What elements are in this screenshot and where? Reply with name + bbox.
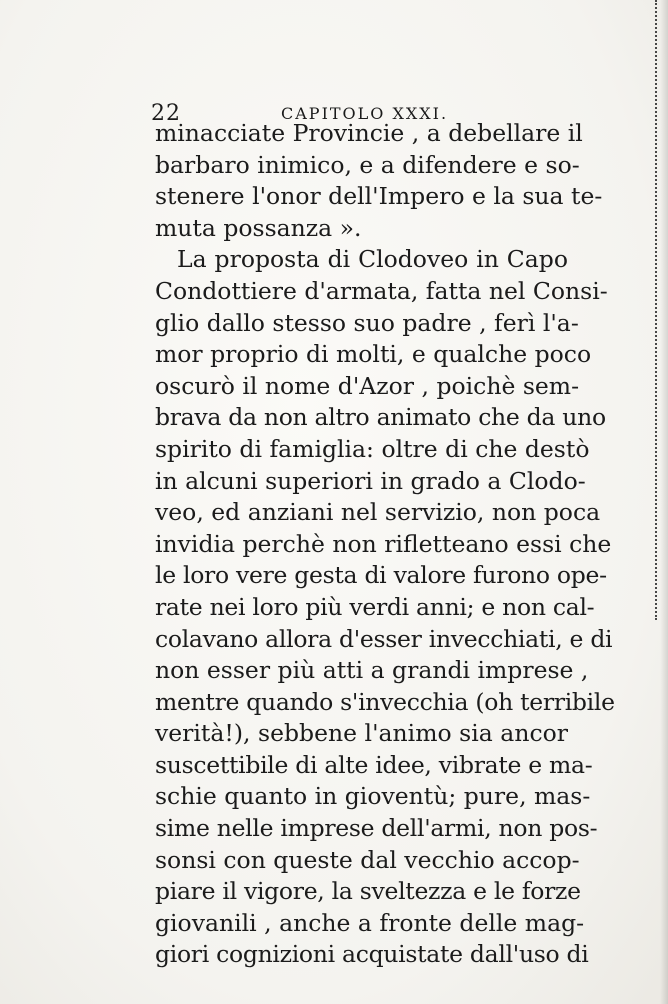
page-edge-gradient xyxy=(660,0,668,1004)
text-line: sonsi con queste dal vecchio accop- xyxy=(155,845,580,874)
text-line: colavano allora d'esser invecchiati, e di xyxy=(155,624,613,653)
text-line: invidia perchè non rifletteano essi che xyxy=(155,529,612,558)
text-line: oscurò il nome d'Azor , poichè sem- xyxy=(155,371,580,400)
text-line: le loro vere gesta di valore furono ope- xyxy=(155,561,607,590)
text-line: suscettibile di alte idee, vibrate e ma- xyxy=(155,750,593,779)
text-line: mor proprio di molti, e qualche poco xyxy=(155,340,592,369)
text-line: minacciate Provincie , a debellare il xyxy=(155,119,583,147)
body-text xyxy=(155,118,615,971)
text-line: giovanili , anche a fronte delle mag- xyxy=(155,908,585,937)
text-line: mentre quando s'invecchia (oh terribile xyxy=(155,687,615,716)
text-line: rate nei loro più verdi anni; e non cal- xyxy=(155,592,595,621)
text-line: schie quanto in gioventù; pure, mas- xyxy=(155,782,591,811)
text-line: veo, ed anziani nel servizio, non poca xyxy=(155,498,601,527)
text-line: glio dallo stesso suo padre , ferì l'a- xyxy=(155,308,579,337)
text-line: muta possanza ». xyxy=(155,213,362,242)
text-line: sime nelle imprese dell'armi, non pos- xyxy=(155,814,598,843)
text-line: non esser più atti a grandi imprese , xyxy=(155,656,589,685)
chapter-title: CAPITOLO XXXI. xyxy=(281,104,449,123)
text-line: stenere l'onor dell'Impero e la sua te- xyxy=(155,182,603,211)
text-line: Condottiere d'armata, fatta nel Consi- xyxy=(155,276,608,305)
text-line: giori cognizioni acquistate dall'uso di xyxy=(155,940,589,969)
text-line: piare il vigore, la sveltezza e le forze xyxy=(155,877,581,906)
text-line: brava da non altro animato che da uno xyxy=(155,403,606,432)
text-line: barbaro inimico, e a difendere e so- xyxy=(155,150,580,179)
page-number: 22 xyxy=(151,101,181,126)
text-line: verità!), sebbene l'animo sia ancor xyxy=(155,719,568,748)
text-line: in alcuni superiori in grado a Clodo- xyxy=(155,466,586,495)
text-line: spirito di famiglia: oltre di che destò xyxy=(155,434,590,463)
paragraph-start-line: La proposta di Clodoveo in Capo xyxy=(177,245,568,274)
